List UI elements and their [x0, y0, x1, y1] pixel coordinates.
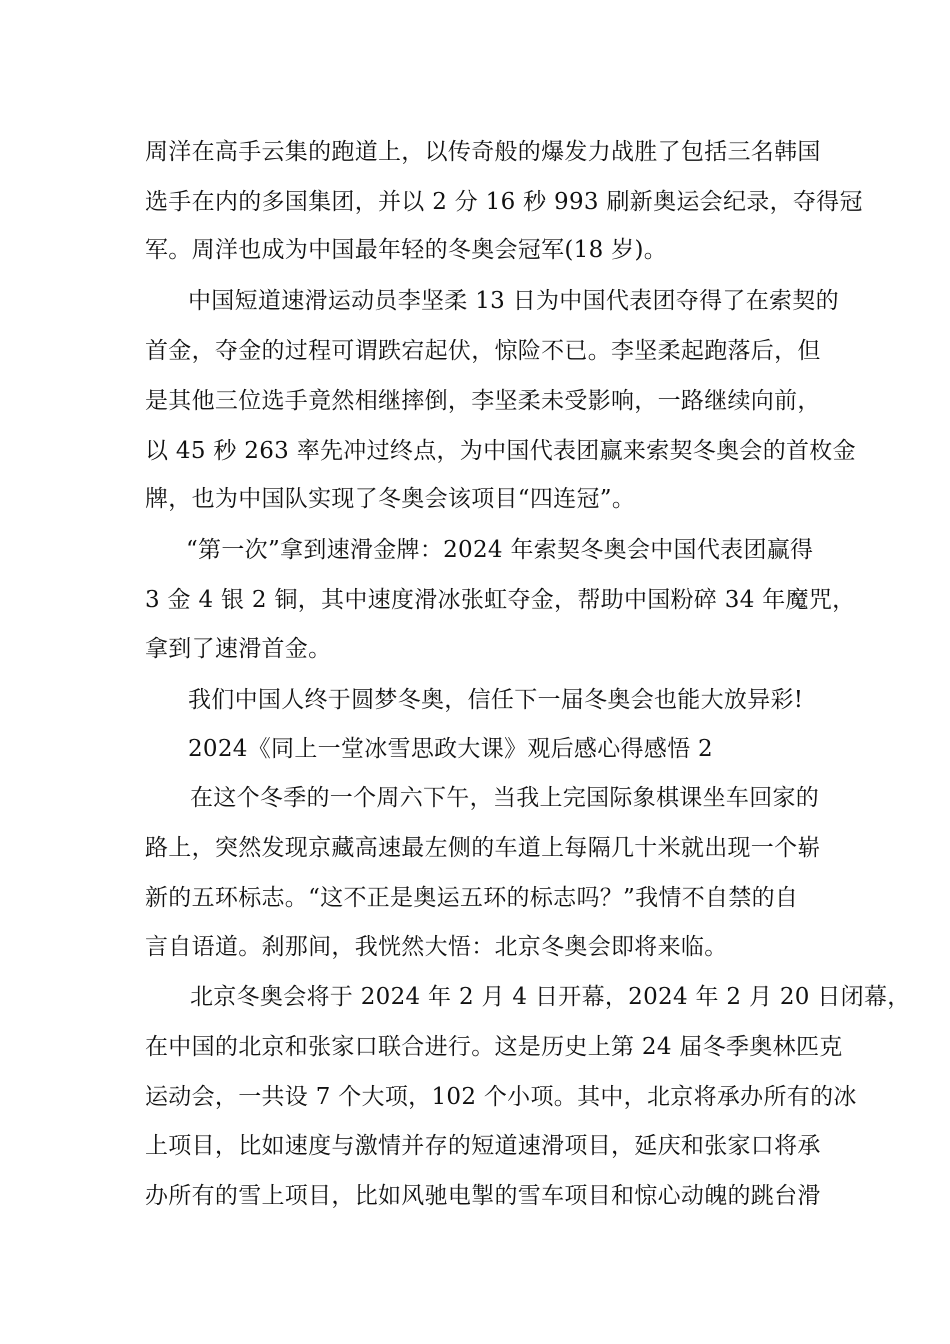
text-line: 周洋在高手云集的跑道上，以传奇般的爆发力战胜了包括三名韩国 [145, 139, 821, 165]
text-line: 新的五环标志。“这不正是奥运五环的标志吗？”我情不自禁的自 [145, 885, 799, 911]
text-line: 以 45 秒 263 率先冲过终点，为中国代表团赢来索契冬奥会的首枚金 [145, 438, 856, 464]
text-line: “第一次”拿到速滑金牌：2024 年索契冬奥会中国代表团赢得 [186, 537, 814, 563]
text-line: 牌，也为中国队实现了冬奥会该项目“四连冠”。 [145, 486, 636, 512]
text-line: 选手在内的多国集团，并以 2 分 16 秒 993 刷新奥运会纪录，夺得冠 [145, 189, 863, 215]
text-line: 3 金 4 银 2 铜，其中速度滑冰张虹夺金，帮助中国粉碎 34 年魔咒， [145, 587, 856, 613]
text-line: 是其他三位选手竟然相继摔倒，李坚柔未受影响，一路继续向前， [145, 388, 821, 414]
text-line: 军。周洋也成为中国最年轻的冬奥会冠军(18 岁)。 [145, 237, 668, 263]
text-line: 拿到了速滑首金。 [145, 636, 332, 662]
text-line: 北京冬奥会将于 2024 年 2 月 4 日开幕，2024 年 2 月 20 日闭幕， [190, 984, 911, 1010]
text-line: 我们中国人终于圆梦冬奥，信任下一届冬奥会也能大放异彩! [188, 687, 804, 713]
text-line: 首金，夺金的过程可谓跌宕起伏，惊险不已。李坚柔起跑落后，但 [145, 338, 821, 364]
text-line: 办所有的雪上项目，比如风驰电掣的雪车项目和惊心动魄的跳台滑 [145, 1183, 821, 1209]
text-line: 在中国的北京和张家口联合进行。这是历史上第 24 届冬季奥林匹克 [145, 1034, 843, 1060]
text-line: 路上，突然发现京藏高速最左侧的车道上每隔几十米就出现一个崭 [145, 835, 821, 861]
section-heading: 2024《同上一堂冰雪思政大课》观后感心得感悟 2 [188, 736, 713, 762]
text-line: 在这个冬季的一个周六下午，当我上完国际象棋课坐车回家的 [190, 785, 820, 811]
text-line: 中国短道速滑运动员李坚柔 13 日为中国代表团夺得了在索契的 [188, 288, 839, 314]
text-line: 运动会，一共设 7 个大项，102 个小项。其中，北京将承办所有的冰 [145, 1084, 857, 1110]
text-line: 言自语道。刹那间，我恍然大悟：北京冬奥会即将来临。 [145, 934, 728, 960]
text-line: 上项目，比如速度与激情并存的短道速滑项目，延庆和张家口将承 [145, 1133, 821, 1159]
